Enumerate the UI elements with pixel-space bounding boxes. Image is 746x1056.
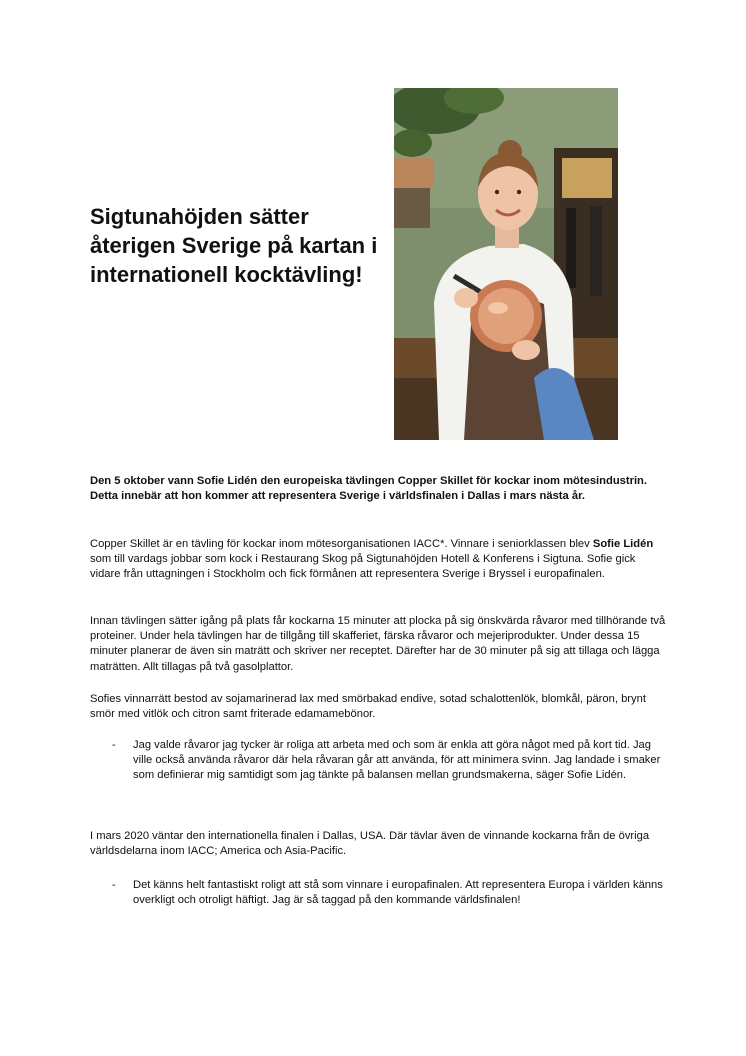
headline: Sigtunahöjden sätter återigen Sverige på kartan i internationell kocktävling! <box>90 204 378 287</box>
chef-photo <box>394 88 618 440</box>
paragraph-rules: Innan tävlingen sätter igång på plats får kockarna 15 minuter att plocka på sig önskvärda råvaror med tillhörande två proteiner. Under hela tävlingen har de tillgång till skafferiet, färska råvaror och mejeriprodukter. Under dessa 15 minuter planerar de även sin maträtt och skriver ner receptet. Därefter har de 30 minuter på sig att tillaga och lägga maträtten. Allt tillagas på två gasolplattor. <box>90 615 666 673</box>
quote-dash: - <box>112 879 116 891</box>
paragraph-final: I mars 2020 väntar den internationella finalen i Dallas, USA. Där tävlar även de vinnande kockarna från de övriga världsdelarna inom IACC; America och Asia-Pacific. <box>90 830 650 858</box>
quote-text: Jag valde råvaror jag tycker är roliga att arbeta med och som är enkla att göra något med på kort tid. Jag ville också använda råvaror där hela råvaran går att använda, för att minimera svinn. Jag landade i smaker som definierar mig samtidigt som jag tänkte på balansen mellan grundsmakerna, säger Sofie Lidén. <box>133 739 661 782</box>
paragraph-competition <box>90 537 668 583</box>
lead-paragraph: Den 5 oktober vann Sofie Lidén den europeiska tävlingen Copper Skillet för kockar inom mötesindustrin. Detta innebär att hon kommer att representera Sverige i världsfinalen i Dallas i mars nästa år. <box>90 475 647 503</box>
quote-dash: - <box>112 739 116 751</box>
quote-item <box>112 738 668 784</box>
p1-after: som till vardags jobbar som kock i Restaurang Skog på Sigtunahöjden Hotell & Konferens i Sigtuna. Sofie gick vidare från uttagningen i Stockholm och fick förmånen att representera Sverige i Bryssel i europafinalen. <box>90 553 636 581</box>
quote-text: Det känns helt fantastiskt roligt att stå som vinnare i europafinalen. Att representera Europa i världen känns overkligt och otroligt häftigt. Jag är så taggad på den kommande världsfinalen! <box>133 879 663 907</box>
winner-name: Sofie Lidén <box>592 538 654 550</box>
quote-item <box>112 878 668 908</box>
p1-before: Copper Skillet är en tävling för kockar inom mötesorganisationen IACC*. Vinnare i seniorklassen blev <box>90 538 593 550</box>
paragraph-dish: Sofies vinnarrätt bestod av sojamarinerad lax med smörbakad endive, sotad schalottenlök, blomkål, päron, brynt smör med vitlök och citron samt friterade edamamebönor. <box>90 693 646 721</box>
